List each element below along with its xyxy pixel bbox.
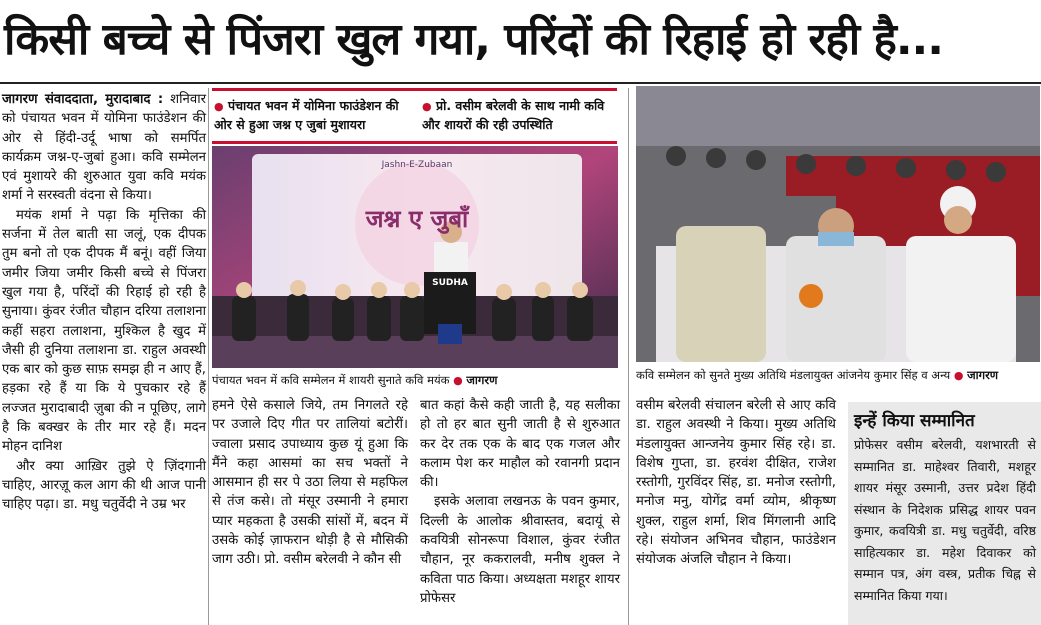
honored-box <box>848 402 1041 625</box>
podium-label: SUDHA <box>432 278 468 288</box>
photo-credit: जागरण <box>466 373 498 387</box>
bullet-icon: ● <box>453 374 463 387</box>
photo-caption: पंचायत भवन में कवि सम्मेलन में शायरी सुनाते कवि मयंक ● जागरण <box>212 373 498 387</box>
article-column-1 <box>2 90 206 625</box>
paragraph: मयंक शर्मा ने पढ़ा कि मृत्तिका की सर्जना में तेल बाती सा जलूं, एक दीपक तुम बनो तो एक दीपक मैं बनूं। वहीं जिया जमीर जिया जमीर किसी बच्चे से पिंजरा खुल गया है, परिंदों की रिहाई हो रही है सुनाया। कुंवर रंजीत चौहान दरिया तलाशना कहीं सहरा तलाशना, मुश्किल है खुद में जैसी ही दुनिया तलाशना डा. राहुल अवस्थी एक बार को कुछ साफ़ समझ ही न आए हैं, हड़का रहे हैं या कि ये पुचकार रहे हैं लज्जत मुरादाबादी ज़ुबा की न पूछिए, लागे है कि बक्खर के तीर मार रहे हैं। मदन मोहन दानिश <box>2 207 206 455</box>
banner-script: जश्न ए जुबाँ <box>365 205 469 233</box>
paragraph: और क्या आख़िर तुझे ऐ ज़िंदगानी चाहिए, आरज़ू कल आग की थी आज पानी चाहिए पढ़ा। डा. मधु चतुर्वेदी ने उम्र भर <box>2 458 206 513</box>
highlights-bar <box>212 88 617 144</box>
paragraph: इसके अलावा लखनऊ के पवन कुमार, दिल्ली के आलोक श्रीवास्तव, बदायूं से कवयित्री सोनरूपा विशाल, कुंवर रंजीत चौहान, नूर ककरालवी, मनीष शुक्ल ने कविता पाठ किया। अध्यक्षता मशहूर शायर प्रोफेसर <box>420 494 620 606</box>
photo-credit: जागरण <box>967 368 999 382</box>
paragraph: वसीम बरेलवी संचालन बरेली से आए कवि डा. राहुल अवस्थी ने किया। मुख्य अतिथि मंडलायुक्त आन्जनेय कुमार सिंह रहे। डा. विशेष गुप्ता, डा. हरवंश दीक्षित, राजेश रस्तोगी, गुरविंदर सिंह, डा. मनोज रस्तोगी, मनोज मनु, योगेंद्र वर्मा व्योम, श्रीकृष्ण शुक्ल, राहुल शर्मा, शिव मिंगलानी आदि रहे। संयोजन अभिनव चौहान, फाउंडेशन संयोजक अंजलि चौहान ने किया। <box>636 398 836 568</box>
headline: किसी बच्चे से पिंजरा खुल गया, परिंदों की रिहाई हो रही है... <box>4 14 943 65</box>
paragraph: शनिवार को पंचायत भवन में योमिना फाउंडेशन की ओर से हिंदी-उर्दू भाषा को समर्पित कार्यक्रम जश्न-ए-जुबां हुआ। कवि सम्मेलन एवं मुशायरे की शुरुआत युवा कवि मयंक शर्मा ने सरस्वती वंदना से किया। <box>2 92 206 204</box>
byline: जागरण संवाददाता, मुरादाबाद : <box>2 92 164 107</box>
box-title: इन्हें किया सम्मानित <box>854 411 975 431</box>
audience-photo-image <box>636 86 1040 362</box>
article-column-4 <box>636 396 836 625</box>
bullet-icon: ● <box>953 369 964 382</box>
article-column-3 <box>420 396 620 625</box>
highlight-item: ● पंचायत भवन में योमिना फाउंडेशन की ओर से हुआ जश्न ए जुबां मुशायरा <box>214 98 399 132</box>
paragraph: हमने ऐसे कसाले जिये, तम निगलते रहे पर उजाले दिए गीत पर तालियां बटोरीं। ज्वाला प्रसाद उपाध्याय कुछ यूं हुआ कि मैंने कहा आसमां का सच भक्तों ने आसमान ही सर पे उठा लिया से महफिल से तंज कसे। तो मंसूर उस्मानी ने हमारा प्यार महकता है उसकी सांसों में, बदन में उसके कोई ज़ाफरान थोड़ी है से मौसिकी जाग उठी। प्रो. वसीम बरेलवी ने कौन सी <box>212 398 408 568</box>
stage-photo <box>212 146 618 368</box>
audience-photo <box>636 86 1040 362</box>
bullet-icon: ● <box>214 100 224 113</box>
paragraph: बात कहां कैसे कही जाती है, यह सलीका हो तो हर बात सुनी जाती है से शुरुआत कर देर तक एक के बाद एक गजल और कलाम पेश कर माहौल को रवानगी प्रदान की। <box>420 398 620 491</box>
highlight-item: ● प्रो. वसीम बरेलवी के साथ नामी कवि और शायरों की रही उपस्थिति <box>422 98 605 132</box>
article-column-2 <box>212 396 408 625</box>
banner-title: Jashn-E-Zubaan <box>381 160 453 170</box>
photo-caption: कवि सम्मेलन को सुनते मुख्य अतिथि मंडलायुक्त आंजनेय कुमार सिंह व अन्य ● जागरण <box>636 368 999 382</box>
column-divider <box>208 88 209 625</box>
bullet-icon: ● <box>422 100 432 113</box>
column-divider <box>628 88 629 625</box>
box-body: प्रोफेसर वसीम बरेलवी, यशभारती से सम्मानित डा. माहेश्वर तिवारी, मशहूर शायर मंसूर उस्मानी, उत्तर प्रदेश हिंदी संस्थान के निदेशक प्रसिद्ध शायर पवन कुमार, कवयित्री डा. मधु चतुर्वेदी, वरिष्ठ साहित्यकार डा. महेश दिवाकर को सम्मान पत्र, अंग वस्त्र, प्रतीक चिह्न से सम्मानित किया गया। <box>854 437 1036 603</box>
stage-photo-image <box>212 146 618 368</box>
headline-rule <box>0 82 1041 84</box>
